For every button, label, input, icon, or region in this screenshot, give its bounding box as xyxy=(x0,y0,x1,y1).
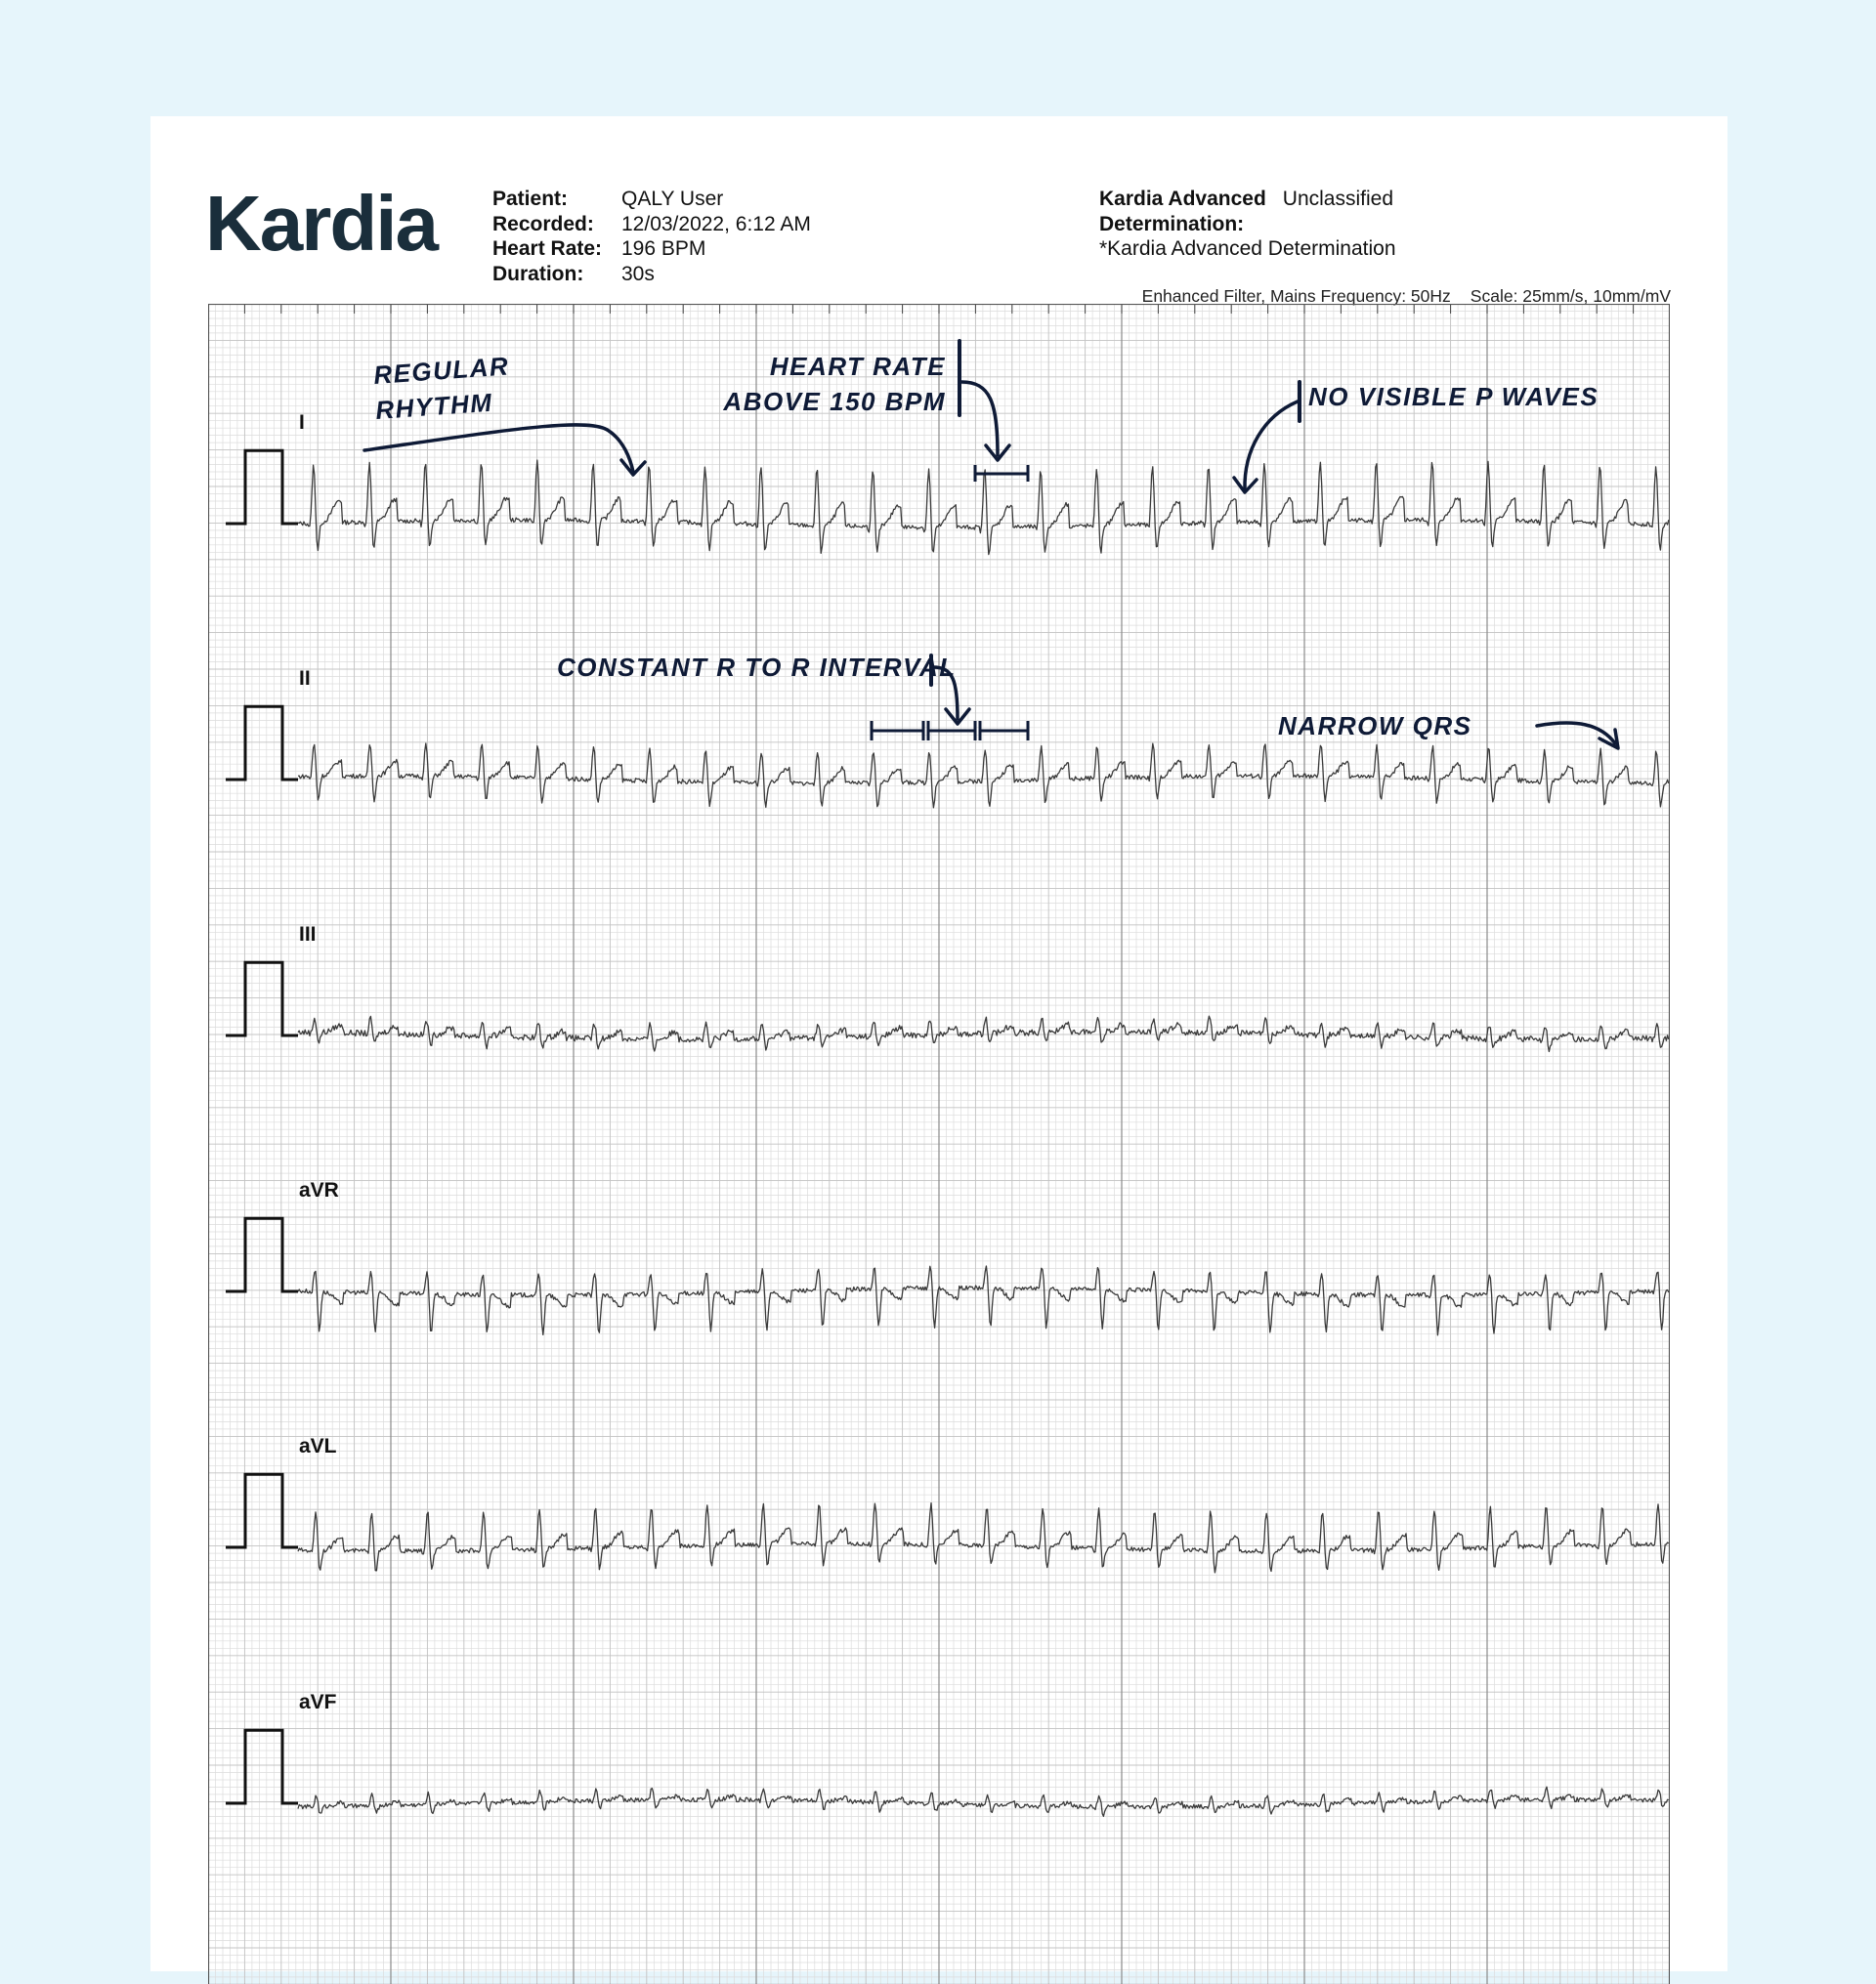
lead-label-iii: III xyxy=(299,923,317,946)
note-above-150: ABOVE 150 BPM xyxy=(722,387,946,416)
note-rhythm: RHYTHM xyxy=(374,388,493,425)
calibration-pulse-avr xyxy=(226,1218,298,1291)
annotation-narrow-qrs xyxy=(1278,711,1618,748)
lead-label-i: I xyxy=(299,411,305,434)
scale-info: Scale: 25mm/s, 10mm/mV xyxy=(1471,286,1671,306)
lead-label-ii: II xyxy=(299,667,311,690)
ecg-trace-iii xyxy=(298,1016,1669,1051)
determination-label-1: Kardia Advanced xyxy=(1099,187,1266,212)
ecg-chart xyxy=(208,304,1670,1984)
note-constant-rr: CONSTANT R TO R INTERVAL xyxy=(557,653,957,682)
calibration-pulse-ii xyxy=(226,706,298,780)
lead-label-avl: aVL xyxy=(299,1435,337,1457)
patient-info xyxy=(492,187,811,286)
duration-value: 30s xyxy=(621,262,655,287)
filter-info: Enhanced Filter, Mains Frequency: 50Hz xyxy=(1142,286,1451,306)
calibration-pulse-i xyxy=(226,450,298,524)
note-no-p-waves: NO VISIBLE P WAVES xyxy=(1308,382,1599,411)
recorded-label: Recorded: xyxy=(492,212,621,237)
ecg-trace-ii xyxy=(298,743,1669,808)
recorded-value: 12/03/2022, 6:12 AM xyxy=(621,212,811,237)
heart-rate-value: 196 BPM xyxy=(621,236,705,262)
lead-label-avf: aVF xyxy=(299,1691,337,1713)
note-narrow-qrs: NARROW QRS xyxy=(1278,711,1471,740)
determination-info xyxy=(1099,187,1396,262)
determination-note: *Kardia Advanced Determination xyxy=(1099,236,1396,262)
determination-value: Unclassified xyxy=(1283,187,1393,212)
arrow-heart-rate xyxy=(961,382,998,455)
ecg-trace-avr xyxy=(298,1266,1669,1335)
lead-label-avr: aVR xyxy=(299,1179,339,1202)
determination-label-2: Determination: xyxy=(1099,212,1396,237)
calibration-pulse-avl xyxy=(226,1474,298,1547)
kardia-logo: Kardia xyxy=(205,179,437,269)
ecg-grid xyxy=(208,304,1670,1984)
grid-time-ticks xyxy=(208,304,1634,314)
ecg-trace-avl xyxy=(298,1503,1669,1573)
calibration-pulse-avf xyxy=(226,1730,298,1803)
duration-label: Duration: xyxy=(492,262,621,287)
calibration-pulse-iii xyxy=(226,962,298,1035)
ecg-report-sheet xyxy=(150,116,1727,1971)
note-regular: REGULAR xyxy=(372,351,510,390)
note-heart-rate: HEART RATE xyxy=(770,352,946,381)
heart-rate-label: Heart Rate: xyxy=(492,236,621,262)
patient-label: Patient: xyxy=(492,187,621,212)
patient-value: QALY User xyxy=(621,187,723,212)
